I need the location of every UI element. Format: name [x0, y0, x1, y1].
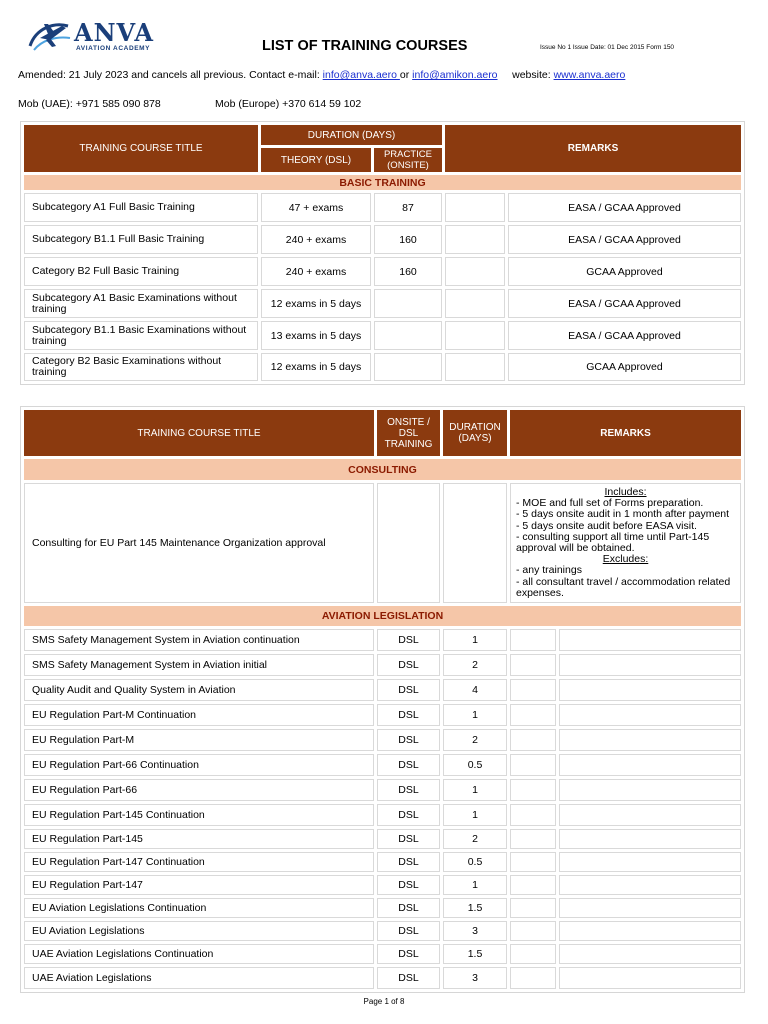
includes-label: Includes: [604, 486, 647, 498]
amendment-text: Amended: 21 July 2023 and cancels all previous. Contact e-mail: [18, 69, 323, 81]
practice-cell: 160 [374, 257, 442, 286]
header-course-title: TRAINING COURSE TITLE [24, 125, 258, 172]
remarks-cell [559, 679, 741, 701]
empty-cell [510, 967, 556, 989]
consulting-onsite [377, 483, 440, 603]
training-type-cell: DSL [377, 852, 440, 872]
table-row [24, 921, 741, 941]
empty-cell [510, 921, 556, 941]
empty-cell [510, 704, 556, 726]
duration-cell: 1 [443, 629, 507, 651]
theory-cell: 47 + exams [261, 193, 371, 222]
empty-cell [445, 257, 505, 286]
remarks-cell [559, 875, 741, 895]
header-remarks: REMARKS [445, 125, 741, 172]
empty-cell [510, 654, 556, 676]
remarks-cell [559, 729, 741, 751]
course-title-cell: Subcategory A1 Full Basic Training [24, 193, 258, 222]
course-title-cell: UAE Aviation Legislations [24, 967, 374, 989]
consulting-duration [443, 483, 507, 603]
duration-cell: 0.5 [443, 754, 507, 776]
remarks-cell [559, 754, 741, 776]
duration-cell: 3 [443, 921, 507, 941]
legislation-rows [24, 629, 741, 989]
training-type-cell: DSL [377, 679, 440, 701]
practice-cell: 160 [374, 225, 442, 254]
theory-cell: 12 exams in 5 days [261, 289, 371, 318]
remarks-cell [559, 829, 741, 849]
duration-cell: 1 [443, 704, 507, 726]
empty-cell [510, 898, 556, 918]
empty-cell [510, 852, 556, 872]
training-type-cell: DSL [377, 654, 440, 676]
table-row [24, 804, 741, 826]
training-type-cell: DSL [377, 779, 440, 801]
practice-cell [374, 289, 442, 318]
remarks-cell [559, 779, 741, 801]
course-title-cell: SMS Safety Management System in Aviation initial [24, 654, 374, 676]
course-title-cell: EU Regulation Part-M [24, 729, 374, 751]
course-title-cell: EU Regulation Part-145 Continuation [24, 804, 374, 826]
course-title-cell: EU Regulation Part-66 [24, 779, 374, 801]
table-row [24, 729, 741, 751]
basic-training-rows [24, 193, 741, 381]
table-row [24, 654, 741, 676]
empty-cell [510, 754, 556, 776]
training-type-cell: DSL [377, 921, 440, 941]
course-title-cell: Category B2 Full Basic Training [24, 257, 258, 286]
table-row [24, 193, 741, 222]
includes-item: - 5 days onsite audit in 1 month after payment [516, 508, 730, 521]
or-text: or [399, 69, 413, 81]
remarks-cell [559, 704, 741, 726]
course-title-cell: EU Aviation Legislations [24, 921, 374, 941]
table-row [24, 779, 741, 801]
website-link[interactable]: www.anva.aero [553, 69, 626, 81]
table-row [24, 679, 741, 701]
email-link-amikon[interactable]: info@amikon.aero [412, 69, 498, 81]
header-practice: PRACTICE (ONSITE) [374, 148, 442, 172]
course-title-cell: EU Aviation Legislations Continuation [24, 898, 374, 918]
empty-cell [510, 829, 556, 849]
empty-cell [510, 629, 556, 651]
website-label: website: [497, 69, 554, 81]
excludes-label: Excludes: [602, 553, 649, 566]
empty-cell [445, 353, 505, 381]
header-onsite-dsl: ONSITE / DSL TRAINING [377, 410, 440, 456]
theory-cell: 12 exams in 5 days [261, 353, 371, 381]
course-title-cell: Subcategory A1 Basic Examinations without training [24, 289, 258, 318]
course-title-cell: EU Regulation Part-147 [24, 875, 374, 895]
logo-wordmark: ANVA [74, 18, 154, 47]
table-row [24, 944, 741, 964]
table-row [24, 898, 741, 918]
course-title-cell: UAE Aviation Legislations Continuation [24, 944, 374, 964]
table-row [24, 967, 741, 989]
duration-cell: 1 [443, 779, 507, 801]
remarks-cell [559, 944, 741, 964]
duration-cell: 1 [443, 804, 507, 826]
training-type-cell: DSL [377, 704, 440, 726]
duration-cell: 2 [443, 729, 507, 751]
table-row [24, 829, 741, 849]
practice-cell [374, 321, 442, 350]
consulting-remarks [510, 483, 741, 603]
includes-item: - 5 days onsite audit before EASA visit. [516, 519, 697, 532]
email-link-anva[interactable]: info@anva.aero [322, 69, 400, 81]
header-course-title-2: TRAINING COURSE TITLE [24, 410, 374, 456]
table-row [24, 225, 741, 254]
remarks-cell: EASA / GCAA Approved [508, 321, 741, 350]
theory-cell: 240 + exams [261, 225, 371, 254]
remarks-cell [559, 804, 741, 826]
duration-cell: 0.5 [443, 852, 507, 872]
duration-cell: 4 [443, 679, 507, 701]
page-title: LIST OF TRAINING COURSES [262, 38, 468, 54]
course-title-cell: EU Regulation Part-145 [24, 829, 374, 849]
table-row [24, 704, 741, 726]
mobile-uae: Mob (UAE): +971 585 090 878 [18, 98, 161, 110]
header-duration-days: DURATION (DAYS) [443, 410, 507, 456]
airplane-logo-icon [26, 16, 72, 56]
empty-cell [445, 193, 505, 222]
training-type-cell: DSL [377, 804, 440, 826]
page-number: Page 1 of 8 [363, 997, 405, 1006]
empty-cell [445, 225, 505, 254]
theory-cell: 13 exams in 5 days [261, 321, 371, 350]
header-theory: THEORY (DSL) [261, 148, 371, 172]
training-type-cell: DSL [377, 629, 440, 651]
practice-cell: 87 [374, 193, 442, 222]
table-row [24, 875, 741, 895]
remarks-cell: EASA / GCAA Approved [508, 289, 741, 318]
course-title-cell: Quality Audit and Quality System in Aviation [24, 679, 374, 701]
logo-subtitle: AVIATION ACADEMY [76, 45, 151, 52]
excludes-item: - all consultant travel / accommodation related expenses. [516, 575, 731, 599]
empty-cell [510, 875, 556, 895]
training-type-cell: DSL [377, 754, 440, 776]
anva-logo [26, 16, 166, 58]
practice-cell [374, 353, 442, 381]
duration-cell: 1 [443, 875, 507, 895]
course-title-cell: Subcategory B1.1 Basic Examinations without training [24, 321, 258, 350]
remarks-cell [559, 654, 741, 676]
remarks-cell [559, 852, 741, 872]
empty-cell [510, 944, 556, 964]
training-type-cell: DSL [377, 829, 440, 849]
excludes-item: - any trainings [516, 564, 582, 577]
empty-cell [510, 779, 556, 801]
mobile-europe: Mob (Europe) +370 614 59 102 [215, 98, 362, 110]
header-remarks-2: REMARKS [510, 410, 741, 456]
duration-cell: 1.5 [443, 898, 507, 918]
remarks-cell: GCAA Approved [508, 257, 741, 286]
section-basic-training: BASIC TRAINING [24, 175, 741, 190]
header-duration: DURATION (DAYS) [261, 125, 442, 145]
remarks-cell [559, 629, 741, 651]
courses-table [20, 406, 745, 993]
course-title-cell: EU Regulation Part-147 Continuation [24, 852, 374, 872]
empty-cell [445, 289, 505, 318]
empty-cell [510, 804, 556, 826]
training-type-cell: DSL [377, 875, 440, 895]
issue-info: Issue No 1 Issue Date: 01 Dec 2015 Form 150 [540, 44, 675, 51]
course-title-cell: SMS Safety Management System in Aviation continuation [24, 629, 374, 651]
duration-cell: 1.5 [443, 944, 507, 964]
section-aviation-legislation: AVIATION LEGISLATION [24, 606, 741, 626]
includes-item: - MOE and full set of Forms preparation. [516, 497, 704, 510]
remarks-cell: GCAA Approved [508, 353, 741, 381]
theory-cell: 240 + exams [261, 257, 371, 286]
duration-cell: 2 [443, 829, 507, 849]
table-row [24, 289, 741, 318]
document-header [0, 0, 768, 120]
table-row [24, 629, 741, 651]
training-type-cell: DSL [377, 944, 440, 964]
remarks-cell: EASA / GCAA Approved [508, 225, 741, 254]
remarks-cell: EASA / GCAA Approved [508, 193, 741, 222]
course-title-cell: EU Regulation Part-66 Continuation [24, 754, 374, 776]
duration-cell: 2 [443, 654, 507, 676]
table-row [24, 754, 741, 776]
training-type-cell: DSL [377, 898, 440, 918]
remarks-cell [559, 967, 741, 989]
amendment-line [18, 69, 625, 81]
remarks-cell [559, 921, 741, 941]
basic-training-table [20, 121, 745, 385]
table-row [24, 321, 741, 350]
course-title-cell: Category B2 Basic Examinations without training [24, 353, 258, 381]
training-type-cell: DSL [377, 729, 440, 751]
duration-cell: 3 [443, 967, 507, 989]
consulting-title: Consulting for EU Part 145 Maintenance Organization approval [24, 483, 374, 603]
course-title-cell: EU Regulation Part-M Continuation [24, 704, 374, 726]
training-type-cell: DSL [377, 967, 440, 989]
includes-item: - consulting support all time until Part-145 approval will be obtained. [516, 530, 710, 555]
section-consulting: CONSULTING [24, 459, 741, 480]
table-row [24, 257, 741, 286]
empty-cell [510, 679, 556, 701]
empty-cell [445, 321, 505, 350]
table-row [24, 852, 741, 872]
empty-cell [510, 729, 556, 751]
course-title-cell: Subcategory B1.1 Full Basic Training [24, 225, 258, 254]
remarks-cell [559, 898, 741, 918]
table-row [24, 353, 741, 381]
